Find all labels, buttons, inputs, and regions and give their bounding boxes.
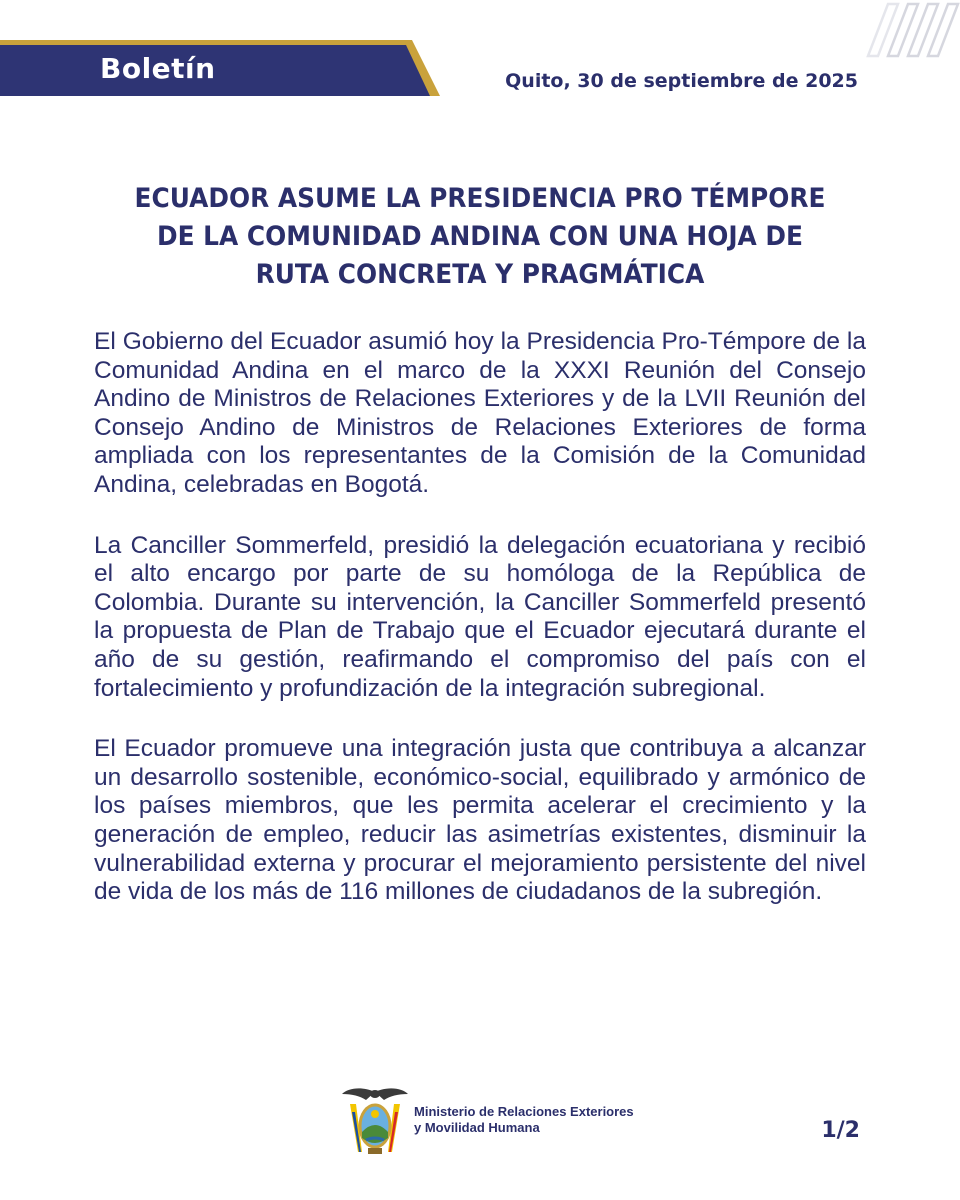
paragraph-3: El Ecuador promueve una integración justa que contribuya a alcanzar un desarrollo sostenible, económico-social, equilibrado y armónico de los países miembros, que les permita acelerar el crecimiento y la generación de empleo, reducir las asimetrías existentes, disminuir la vulnerabilidad externa y procurar el mejoramiento persistente del nivel de vida de los más de 116 millones de ciudadanos de la subregión. <box>94 735 866 906</box>
ministry-name-line-2: y Movilidad Humana <box>414 1120 540 1135</box>
banner-label: Boletín <box>100 52 216 85</box>
banner-shape <box>0 40 440 96</box>
ministry-name-line-1: Ministerio de Relaciones Exteriores <box>414 1104 634 1119</box>
ecuador-coat-of-arms-icon <box>340 1082 410 1162</box>
page-number: 1/2 <box>821 1118 860 1143</box>
decorative-slashes-icon <box>860 0 960 60</box>
page-title: ECUADOR ASUME LA PRESIDENCIA PRO TÉMPORE DE LA COMUNIDAD ANDINA CON UNA HOJA DE RUTA CONCRETA Y PRAGMÁTICA <box>134 183 826 290</box>
bulletin-date: Quito, 30 de septiembre de 2025 <box>505 70 858 92</box>
article-body <box>94 328 866 939</box>
paragraph-1: El Gobierno del Ecuador asumió hoy la Presidencia Pro-Témpore de la Comunidad Andina en el marco de la XXXI Reunión del Consejo Andino de Ministros de Relaciones Exteriores y de la LVII Reunión del Consejo Andino de Ministros de Relaciones Exteriores de forma ampliada con los representantes de la Comisión de la Comunidad Andina, celebradas en Bogotá. <box>94 328 866 498</box>
paragraph-2: La Canciller Sommerfeld, presidió la delegación ecuatoriana y recibió el alto encargo por parte de su homóloga de la República de Colombia. Durante su intervención, la Canciller Sommerfeld presentó la propuesta de Plan de Trabajo que el Ecuador ejecutará durante el año de su gestión, reafirmando el compromiso del país con el fortalecimiento y profundización de la integración subregional. <box>94 531 866 702</box>
ministry-name <box>414 1104 634 1136</box>
bulletin-banner <box>0 40 440 96</box>
